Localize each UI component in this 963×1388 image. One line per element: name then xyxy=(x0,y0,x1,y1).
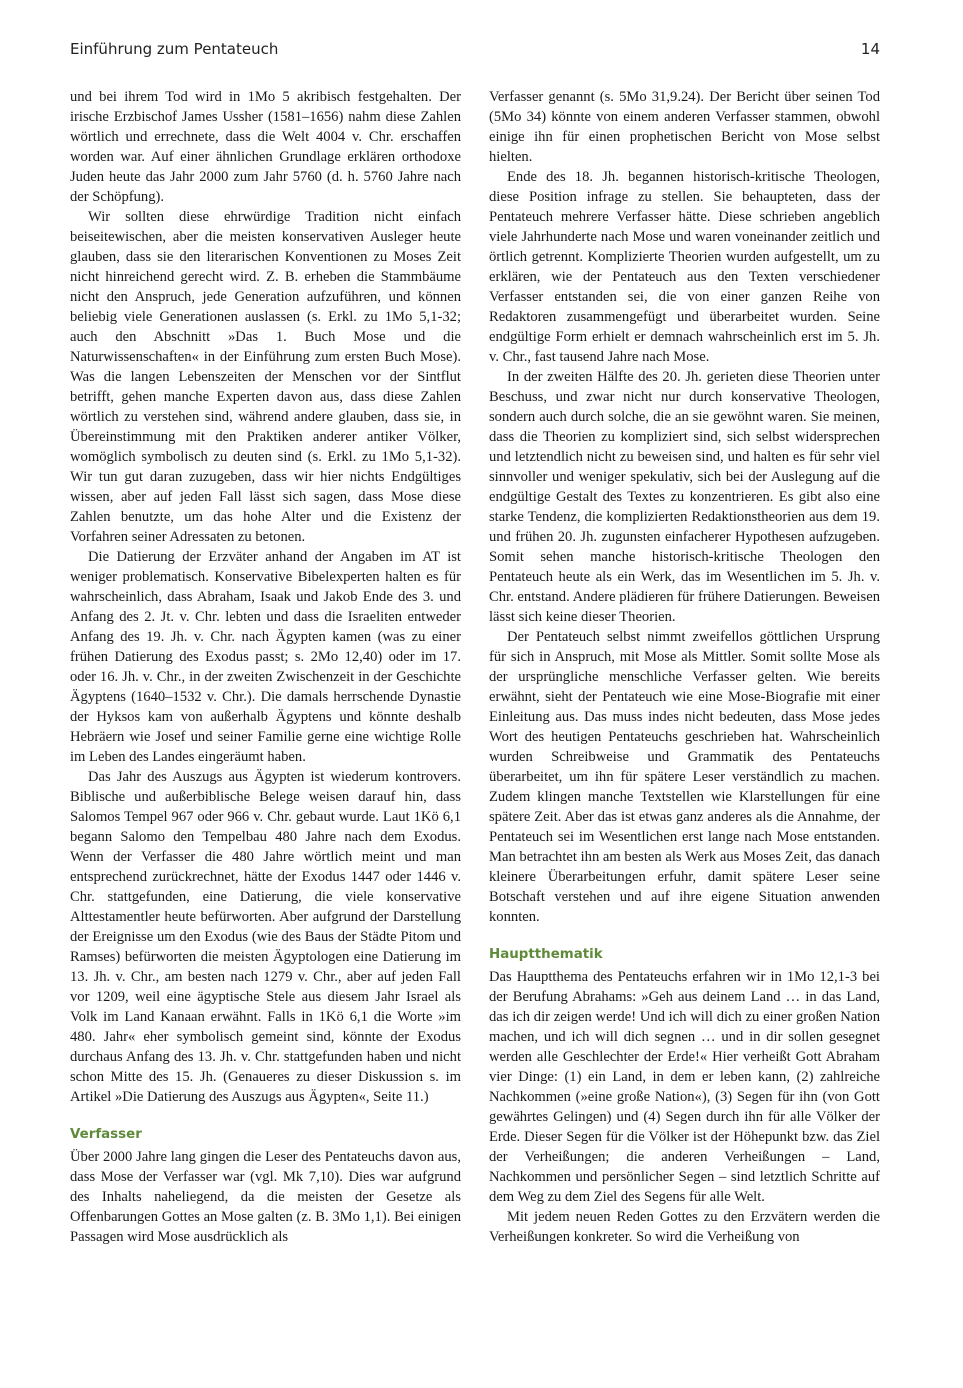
section-heading-hauptthematik: Hauptthematik xyxy=(489,947,603,962)
left-column xyxy=(70,87,461,1247)
running-head-title: Einführung zum Pentateuch xyxy=(70,40,279,58)
page-number: 14 xyxy=(860,40,880,58)
paragraph: Die Datierung der Erzväter anhand der Angaben im AT ist weniger problematisch. Konservative Bibelexperten halten es für wahrscheinlich, dass Abraham, Isaak und Jakob Ende des 3. und Anfang des 2. Jt. v. Chr. lebten und dass die Israeliten entweder Anfang des 19. Jh. v. Chr. nach Ägypten kamen (was zu einer frühen Datierung des Exodus passt; s. 2Mo 12,40) oder im 17. oder 16. Jh. v. Chr., in der zweiten Zwischenzeit in der Geschichte Ägyptens (1640–1532 v. Chr.). Die damals herrschende Dynastie der Hyksos kam von außerhalb Ägyptens und könnte deshalb Hebräern wie Josef und seiner Familie gerne eine wichtige Rolle im Leben des Landes eingeräumt haben. xyxy=(70,549,461,765)
paragraph: und bei ihrem Tod wird in 1Mo 5 akribisch festgehalten. Der irische Erzbischof James Ussher (1581–1656) nahm diese Zahlen wörtlich und errechnete, dass die Welt 4004 v. Chr. erschaffen worden war. Auf einer ähnlichen Grundlage erklären orthodoxe Juden heute das Jahr 2000 zum Jahr 5760 (d. h. 5760 Jahre nach der Schöpfung). xyxy=(70,89,461,205)
paragraph: Das Hauptthema des Pentateuchs erfahren wir in 1Mo 12,1-3 bei der Berufung Abrahams: »Geh aus deinem Land … in das Land, das ich dir zeigen werde! Und ich will dich zu einer großen Nation machen, und ich will dich segnen … und in dir sollen gesegnet werden alle Geschlechter der Erde!« Hier verheißt Gott Abraham vier Dinge: (1) ein Land, in dem er leben kann, (2) zahlreiche Nachkommen (»eine große Nation«), (3) Segen für ihn (von Gott gewährtes Gelingen) und (4) Segen durch ihn für alle Völker der Erde. Dieser Segen für die Völker ist der Höhepunkt bzw. das Ziel der Verheißungen; die anderen Verheißungen – Land, Nachkommen und persönlicher Segen – sind letztlich Schritte auf dem Weg zu dem Ziel des Segens für alle Welt. xyxy=(489,969,880,1205)
paragraph: Der Pentateuch selbst nimmt zweifellos göttlichen Ursprung für sich in Anspruch, mit Mose als Mittler. Somit sollte Mose als der ursprüngliche menschliche Verfasser gelten. Wie bereits erwähnt, sieht der Pentateuch wie eine Mose-Biografie mit einer Einleitung aus. Das muss indes nicht bedeuten, dass Mose jedes Wort des heutigen Pentateuchs geschrieben hat. Wahrscheinlich wurden Schreibweise und Grammatik des Pentateuchs überarbeitet, um ihn für spätere Leser verständlich zu machen. Zudem klingen manche Textstellen wie Klarstellungen für eine spätere Zeit. Aber das ist etwas ganz anderes als die Annahme, der Pentateuch sei im Wesentlichen erst lange nach Mose entstanden. Man betrachtet ihn am besten als Werk aus Moses Zeit, das danach kleinere Überarbeitungen erfuhr, damit spätere Leser seine Botschaft verstehen und auf ihre eigene Situation anwenden konnten. xyxy=(489,629,880,925)
section-heading-verfasser: Verfasser xyxy=(70,1127,142,1142)
paragraph: Wir sollten diese ehrwürdige Tradition nicht einfach beiseitewischen, aber die meisten konservativen Ausleger heute glauben, dass sie den literarischen Konventionen zu Moses Zeit nicht hinreichend gerecht wird. Z. B. erheben die Stammbäume nicht den Anspruch, jede Generation aufzuführen, und können beliebig viele Generationen auslassen (s. Erkl. zu 1Mo 5,1-32; auch den Abschnitt »Das 1. Buch Mose und die Naturwissenschaften« in der Einführung zum ersten Buch Mose). Was die langen Lebenszeiten der Menschen vor der Sintflut betrifft, gehen manche Experten davon aus, dass diese Zahlen wörtlich zu verstehen sind, während andere glauben, dass sie, in Übereinstimmung mit den Praktiken anderer antiker Völker, womöglich symbolisch zu deuten sind (s. Erkl. zu 1Mo 5,1-32). Wir tun gut daran zuzugeben, dass wir hier nichts Endgültiges wissen, aber auf jeden Fall lässt sich sagen, dass Mose diese Zahlen benutzte, um das hohe Alter und die Existenz der Vorfahren seiner Adressaten zu betonen. xyxy=(70,209,461,545)
paragraph: In der zweiten Hälfte des 20. Jh. gerieten diese Theorien unter Beschuss, und zwar nicht nur durch konservative Theologen, sondern auch durch solche, die an sie gewöhnt waren. Sie meinen, dass die Theorien zu kompliziert sind, sich selbst widersprechen und letztendlich nicht zu beweisen sind, und halten es für sehr viel sinnvoller und weniger spekulativ, sich bei der Auslegung auf die endgültige Gestalt des Textes zu konzentrieren. Es gibt also eine starke Tendenz, die komplizierten Redaktionstheorien aus dem 19. und frühen 20. Jh. zugunsten einfacherer Hypothesen aufzugeben. Somit sehen manche historisch-kritische Theologen den Pentateuch heute als ein Werk, das im Wesentlichen im 5. Jh. v. Chr. entstand. Andere plädieren für frühere Datierungen. Beweisen lässt sich keine dieser Theorien. xyxy=(489,369,880,625)
paragraph: Über 2000 Jahre lang gingen die Leser des Pentateuchs davon aus, dass Mose der Verfasser war (vgl. Mk 7,10). Dies war aufgrund des Inhalts naheliegend, da die meisten der Gesetze als Offenbarungen Gottes an Mose galten (z. B. 3Mo 1,1). Bei einigen Passagen wird Mose ausdrücklich als xyxy=(70,1149,461,1245)
paragraph: Verfasser genannt (s. 5Mo 31,9.24). Der Bericht über seinen Tod (5Mo 34) könnte von einem anderen Verfasser stammen, obwohl einige ihn für einen prophetischen Bericht von Mose selbst hielten. xyxy=(489,89,880,165)
paragraph: Mit jedem neuen Reden Gottes zu den Erzvätern werden die Verheißungen konkreter. So wird die Verheißung von xyxy=(489,1209,880,1245)
paragraph: Das Jahr des Auszugs aus Ägypten ist wiederum kontrovers. Biblische und außerbiblische Belege weisen darauf hin, dass Salomos Tempel 967 oder 966 v. Chr. gebaut wurde. Laut 1Kö 6,1 begann Salomo den Tempelbau 480 Jahre nach dem Exodus. Wenn der Verfasser die 480 Jahre wörtlich meint und man entsprechend zurückrechnet, hätte der Exodus 1447 oder 1446 v. Chr. stattgefunden, eine Datierung, die viele konservative Alttestamentler heute befürworten. Aber aufgrund der Darstellung der Ereignisse um den Exodus (wie des Baus der Städte Pitom und Ramses) befürworten die meisten Ägyptologen eine Datierung im 13. Jh. v. Chr., am besten nach 1279 v. Chr., aber auf jeden Fall vor 1209, weil eine ägyptische Stele aus diesem Jahr Israel als Volk im Land Kanaan erwähnt. Falls in 1Kö 6,1 die Worte »im 480. Jahr« eher symbolisch gemeint sind, könnte der Exodus durchaus Anfang des 13. Jh. v. Chr. stattgefunden haben und nicht schon Mitte des 15. Jh. (Genaueres zu dieser Diskussion s. im Artikel »Die Datierung des Auszugs aus Ägypten«, Seite 11.) xyxy=(70,769,461,1105)
running-head xyxy=(70,40,880,70)
right-column xyxy=(489,87,880,1247)
paragraph: Ende des 18. Jh. begannen historisch-kritische Theologen, diese Position infrage zu stellen. Sie behaupteten, dass der Pentateuch mehrere Verfasser hätte. Diese schrieben angeblich viele Jahrhunderte nach Mose und waren voneinander zeitlich und örtlich getrennt. Komplizierte Theorien wurden aufgestellt, um zu erklären, wie der Pentateuch aus den Texten verschiedener Verfasser entstanden sei, die von einer ganzen Reihe von Redaktoren zusammengefügt und überarbeitet wurden. Seine endgültige Form erhielt er demnach wahrscheinlich erst im 5. Jh. v. Chr., fast tausend Jahre nach Mose. xyxy=(489,169,880,365)
